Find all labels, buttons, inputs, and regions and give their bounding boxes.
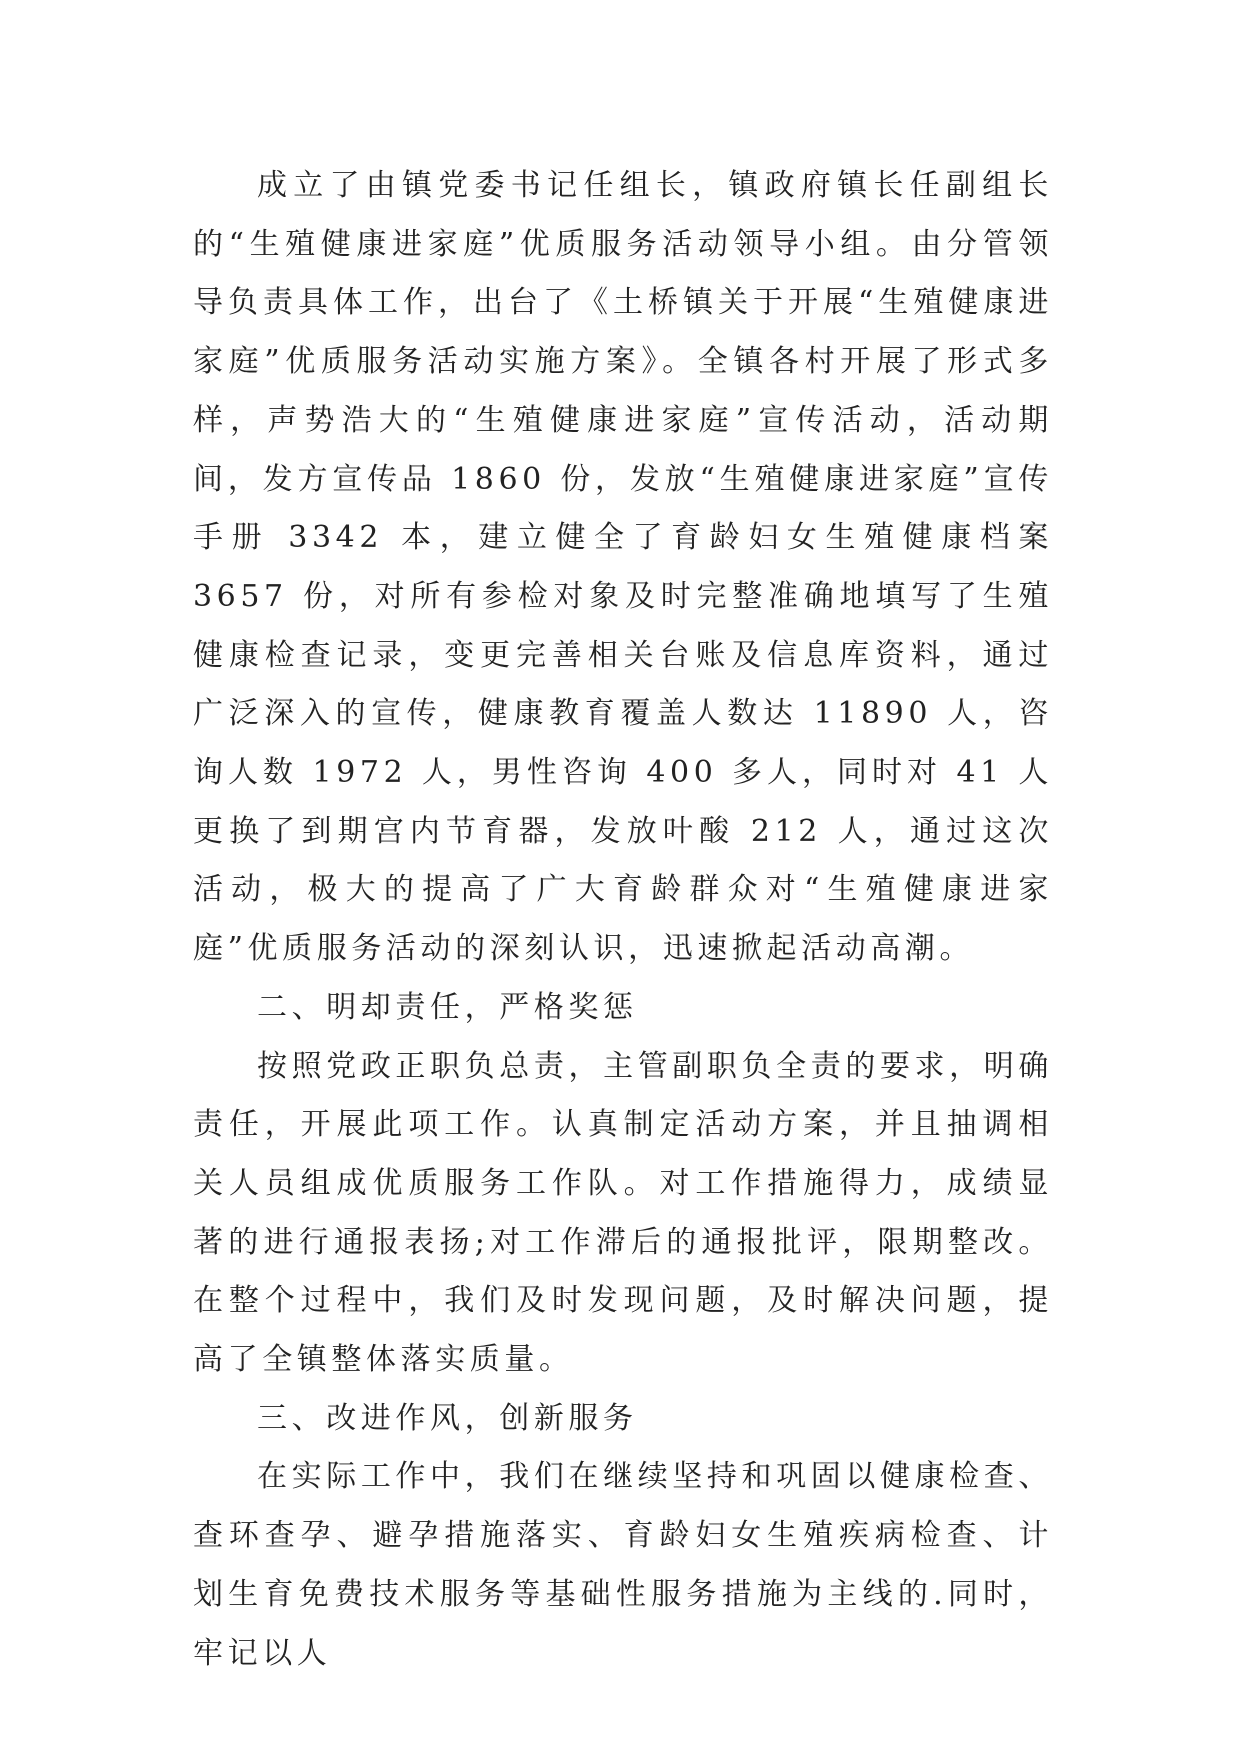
section-heading-responsibility: 二、明却责任，严格奖惩 [257,989,638,1025]
document-body [193,157,1053,1683]
paragraph-leadership-group: 成立了由镇党委书记任组长，镇政府镇长任副组长的“生殖健康进家庭”优质服务活动领导小组。由分管领导负责具体工作，出台了《土桥镇关于开展“生殖健康进家庭”优质服务活动实施方案》。全镇各村开展了形式多样，声势浩大的“生殖健康进家庭”宣传活动，活动期间，发方宣传品 1860 份，发放“生殖健康进家庭”宣传手册 3342 本，建立健全了育龄妇女生殖健康档案 3657 份，对所有参检对象及时完整准确地填写了生殖健康检查记录，变更完善相关台账及信息库资料，通过广泛深入的宣传，健康教育覆盖人数达 11890 人，咨询人数 1972 人，男性咨询 400 多人，同时对 41 人更换了到期宫内节育器，发放叶酸 212 人，通过这次活动，极大的提高了广大育龄群众对“生殖健康进家庭”优质服务活动的深刻认识，迅速掀起活动高潮。 [193,168,1053,967]
paragraph-responsibility: 按照党政正职负总责，主管副职负全责的要求，明确责任，开展此项工作。认真制定活动方案，并且抽调相关人员组成优质服务工作队。对工作措施得力，成绩显著的进行通报表扬;对工作滞后的通报批评，限期整改。在整个过程中，我们及时发现问题，及时解决问题，提高了全镇整体落实质量。 [193,1048,1053,1378]
paragraph-service: 在实际工作中，我们在继续坚持和巩固以健康检查、查环查孕、避孕措施落实、育龄妇女生殖疾病检查、计划生育免费技术服务等基础性服务措施为主线的.同时，牢记以人 [193,1459,1053,1671]
section-heading-service: 三、改进作风，创新服务 [257,1400,638,1436]
